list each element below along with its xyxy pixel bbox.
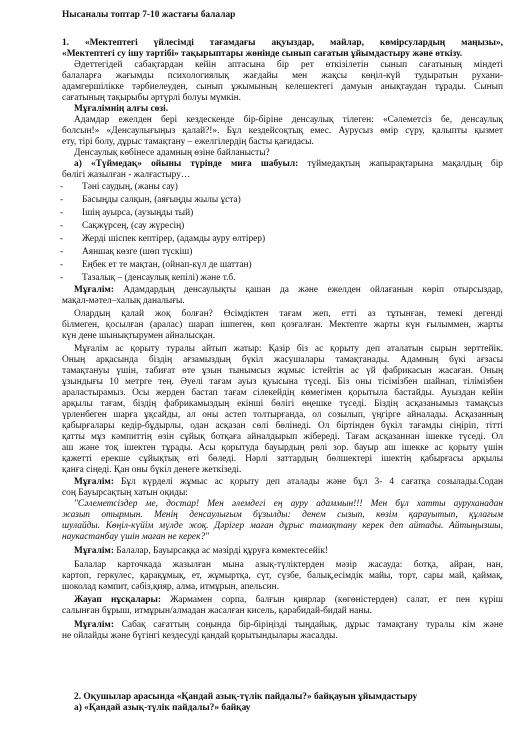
section1-heading-line1: 1. «Мектептегі үйлесімді тағамдағы ақуыздар, майлар, көмірсулардың маңызы», <box>62 38 503 48</box>
answer-label: Жауап нұсқалары: <box>74 595 161 605</box>
document-title: Нысаналы топтар 7-10 жастағы балалар <box>62 10 236 20</box>
intro-line: Әдеттегідей сабақтардан кейін аптасына бір рет өткізілетін сынып сағатының міндеті <box>74 60 503 70</box>
section2-heading: 2. Оқушылар арасында «Қандай азық-түлік пайдалы?» байқауын ұйымдастыру <box>74 692 418 702</box>
paragraph-line: аш және тоқ ішектен тұрады. Асы қорытуда бауырдың рөлі зор. бауыр аш ішекке ас қорыту үшін <box>62 443 503 453</box>
paragraph-line: Мұғалім: Бұл күрделі жұмыс ас қорыту деп аталады және бұл 3- 4 сағатқа созылады.Содан <box>74 477 503 487</box>
paragraph-line: тамақтануы үшін, табиғат өте ұзын тынымсыз жұмыс істейтін ас үй фабрикасын жасаған. Оның <box>62 366 503 376</box>
paragraph-line: Мұғалім: Адамдардың денсаулықты қашан да және ежелден ойлағанын көріп отырсыздар, <box>74 285 503 295</box>
letter-line: наукастанбау үшін маған не керек?" <box>62 532 210 542</box>
paragraph-line: қажетті ерекше сұйықтық өті бөледі. Нәрлі заттардың бөлшектері ішектің қабырғасы арқылы <box>62 454 503 464</box>
paragraph-line: араластырамыз. Осы жерден бастап тағам сілекейдің көмегімен қорытыла бастайды. Ауыздан кейін <box>62 388 503 398</box>
document-page: Нысаналы топтар 7-10 жастағы балалар 1. «Мектептегі үйлесімді тағамдағы ақуыздар, майлар, көмірсулардың маңызы», «Мектептегі су ішу тәртібі» тақырыптары жөнінде сынып сағатын ұйымдастыру және өткізу. Әдеттегідей сабақтардан кейін аптасына бір рет өткізілетін сынып сағатының міндеті балаларға жағымды психологиялық жағдайы мен жақсы көңіл-күй тудыратын рухани- адамгершілікке тәрбиелеуден, сынып ұжымының келешектегі дамуын анықтаудан тұрады. Сынып сағатының тақырыбы әртүрлі болуы мүмкін. Мұғалімнің алғы сөзі. Адамдар ежелден бері кездескенде бір-біріне денсаулық тілеген: «Сәлеметсіз бе, денсаулық болсын!» «Денсаулығыңыз қалай?!». Бұл кездейсоқтық емес. Аурусыз өмір сүру, қалыпты қызмет ету, тірі болу, дұрыс тамақтану – ежелгілердің басты қағидасы. Денсаулық көбінесе адамның өзіне байланысты? а) «Түймедақ» ойыны түрінде миға шабуыл: түймедақтың жапырақтарына мақалдың бір бөлігі жазылған - жалғастыру… - Тәні саудың, (жаны сау) - Басыңды салқын, (аяғыңды жылы ұста) - Ішің ауырса, (аузыңды тый) - Сақжүрсең, (сау жүресің) - Жерді шіспек кептірер, (адамды ауру өлтірер) - Аяншақ көзге (шөп түскіш) - Еңбек ет те мақтан, (ойнап-күл де шаттан) - Тазалық – (денсаулық кепілі) және т.б. Мұғалім: Адамдардың денсаулықты қашан да және ежелден ойлағанын көріп отырсыздар, мақал-мәтел–халық даналығы. Олардың қалай жоқ болған? Өсімдіктен тағам жеп, етті аз тұтынған, темекі дегенді білмеген, қосылған (аралас) шарап ішпеген, көп қозғалған. Мектепте жарты күн ғылыммен, жарты күн дене шынықтырумен айналысқан. Мұғалім ас қорыту туралы айтып жатыр: Қазір біз ас қорыту деп аталатын сырын зерттейік. Оның арқасында біздің ағзамыздың бүкіл жасушалары тамақтанады. Адамның бүкі ағзасы тамақтануы үшін, табиғат өте ұзын тынымсыз жұмыс істейтін ас үй фабрикасын жасаған. Оның ұзындығы 10 метрге тең. Әуелі тағам ауыз қуысына түседі. Біз оны тісімізбен шайнап, тілімізбен араластырамыз. Осы жерден бастап тағам сілекейдің көмегімен қорытыла бастайды. Ауыздан кейін арқылы тағам, біздің фабрикамыздың екінші бөлігі өңешке түседі. Біздің асқазанымыз тамақсыз үрленбеген шарға ұқсайды, ал оны астеп толтырғанда, ол созылып, үңгірге айналады. Асқазанның қабырғалары кедір-бұдырлы, одан асқазан сөлі бөлінеді. Ол біртінден бүкіл тағамды сіңіріп, тітті қатты мұз кәмпиттің өзін сұйық ботқаға айналдырып жібереді. Тағам асқазаннан ішекке түседі. Ол аш және тоқ ішектен тұрады. Асы қорытуда бауырдың рөлі зор. бауыр аш ішекке ас қорыту үшін қажетті ерекше сұйықтық өті бөледі. Нәрлі заттардың бөлшектері ішектің қабырғасы арқылы қанға сіңеді. Қан оны бүкіл денеге жеткізеді. Мұғалім: Бұл күрделі жұмыс ас қорыту деп аталады және бұл 3- 4 сағатқа созылады.Содан соң Бауырсақтың хатын оқиды: "Сәлеметсіздер ме, достар! Мен әлемдегі ең ауру адаммын!!! Мен бұл хатты ауруханадан жазып отырмын. Менің денсаулығым бұзылды: денем сызып, көзім қарауытып, құлағым шулайды. Көңіл-күйім мүлде жоқ. Дәрігер маған дұрыс тамақтану керек деп айтады. Айтыңызшы, наукастанбау үшін маған не керек?" Мұғалім: Балалар, Бауырсаққа ас мәзірді құруға көмектесейік! Балалар карточкада жазылған мына азық-түліктерден мәзір жасауда: ботқа, айран, нан, картоп, геркулес, қарақұмық, ет, жұмыртқа, сүт, сүзбе, балық,есімдік майы, торт, сары май, қаймақ, шоколад кәмпит, сәбіз,қияр, алма, итмұрын, апельсин. Жауап нұсқалары: Жармамен сорпа, балғын қиярлар (көгөністерден) салат, ет пен күріш салынған бұрыш, итмұрын/алмадан жасалған кисель, қарабидай-бидай наны. Мұғалім: Сабақ сағаттың соңында бір-біріңізді тыңдайық, дұрыс тамақтану туралы кім және не ойлайды және бүгінгі кездесуді қандай қорытындылары жасалды. 2. Оқушылар арасында «Қандай азық-түлік пайдалы?» байқауын ұйымдастыру а) «Қандай азық-түлік пайдалы?» байқау <box>60 10 503 713</box>
paragraph-line: Оның арқасында біздің ағзамыздың бүкіл жасушалары тамақтанады. Адамның бүкі ағзасы <box>62 355 503 365</box>
section2-subheading: а) «Қандай азық-түлік пайдалы?» байқау <box>74 703 251 713</box>
paragraph-line: Мұғалім ас қорыту туралы айтып жатыр: Қазір біз ас қорыту деп аталатын сырын зерттейік. <box>74 344 503 354</box>
game-heading: а) «Түймедақ» ойыны түрінде миға шабуыл: <box>74 159 299 169</box>
greeting-line: ету, тірі болу, дұрыс тамақтану – ежелгілердің басты қағидасы. <box>62 137 314 147</box>
paragraph-line: қанға сіңеді. Қан оны бүкіл денеге жеткізеді. <box>62 465 242 475</box>
paragraph-line: қатты мұз кәмпиттің өзін сұйық ботқаға айналдырып жібереді. Тағам асқазаннан ішекке түседі. Ол <box>62 432 503 442</box>
letter-line: шулайды. Көңіл-күйім мүлде жоқ. Дәрігер маған дұрыс тамақтану керек деп айтады. Айтыңызшы, <box>62 521 503 531</box>
paragraph-line: мақал-мәтел–халық даналығы. <box>62 296 185 306</box>
paragraph-line: арқылы тағам, біздің фабрикамыздың екінші бөлігі өңешке түседі. Біздің асқазанымыз тамақсыз <box>62 399 503 409</box>
game-text: түймедақтың жапырақтарына мақалдың бір <box>298 159 503 169</box>
paragraph-line: Мұғалім: Балалар, Бауырсаққа ас мәзірді құруға көмектесейік! <box>74 546 329 556</box>
intro-line: адамгершілікке тәрбиелеуден, сынып ұжымының келешектегі дамуын анықтаудан тұрады. Сынып <box>62 82 503 92</box>
greeting-line: болсын!» «Денсаулығыңыз қалай?!». Бұл кездейсоқтық емес. Аурусыз өмір сүру, қалыпты қызмет <box>62 126 503 136</box>
game-line <box>62 159 503 170</box>
paragraph-line: Балалар карточкада жазылған мына азық-түліктерден мәзір жасауда: ботқа, айран, нан, <box>74 560 503 570</box>
answer-line: Жауап нұсқалары: Жармамен сорпа, балғын қиярлар (көгөністерден) салат, ет пен күріш <box>74 595 503 605</box>
paragraph-line: картоп, геркулес, қарақұмық, ет, жұмыртқа, сүт, сүзбе, балық,есімдік майы, торт, сары май, қаймақ, <box>62 571 503 581</box>
paragraph-line: қабырғалары кедір-бұдырлы, одан асқазан сөлі бөлінеді. Ол біртінден бүкіл тағамды сіңіріп, тітті <box>62 421 503 431</box>
intro-line: сағатының тақырыбы әртүрлі болуы мүмкін. <box>62 93 242 103</box>
paragraph-line: соң Бауырсақтың хатын оқиды: <box>62 488 188 498</box>
game-text-line2: бөлігі жазылған - жалғастыру… <box>62 170 191 180</box>
section1-heading-line2: «Мектептегі су ішу тәртібі» тақырыптары жөнінде сынып сағатын ұйымдастыру және өткізу. <box>62 49 463 59</box>
paragraph-line: ұзындығы 10 метрге тең. Әуелі тағам ауыз қуысына түседі. Біз оны тісімізбен шайнап, тілімізбен <box>62 377 503 387</box>
letter-line: "Сәлеметсіздер ме, достар! Мен әлемдегі ең ауру адаммын!!! Мен бұл хатты ауруханадан <box>74 499 503 509</box>
teacher-heading: Мұғалімнің алғы сөзі. <box>74 104 169 114</box>
intro-line: балаларға жағымды психологиялық жағдайы мен жақсы көңіл-күй тудыратын рухани- <box>62 71 503 81</box>
paragraph-line: күн дене шынықтырумен айналысқан. <box>62 331 216 341</box>
greeting-line: Адамдар ежелден бері кездескенде бір-біріне денсаулық тілеген: «Сәлеметсіз бе, денсаулық <box>74 115 503 125</box>
paragraph-line: үрленбеген шарға ұқсайды, ал оны астеп толтырғанда, ол созылып, үңгірге айналады. Асқазанның <box>62 410 503 420</box>
greeting-line: Денсаулық көбінесе адамның өзіне байланысты? <box>74 148 270 158</box>
paragraph-line: шоколад кәмпит, сәбіз,қияр, алма, итмұрын, апельсин. <box>62 582 280 592</box>
paragraph-line: білмеген, қосылған (аралас) шарап ішпеген, көп қозғалған. Мектепте жарты күн ғылыммен, жарты <box>62 320 503 330</box>
paragraph-line: не ойлайды және бүгінгі кездесуді қандай қорытындылары жасалды. <box>62 631 338 641</box>
paragraph-line: Мұғалім: Сабақ сағаттың соңында бір-біріңізді тыңдайық, дұрыс тамақтану туралы кім және <box>74 620 503 630</box>
answer-line: салынған бұрыш, итмұрын/алмадан жасалған кисель, қарабидай-бидай наны. <box>62 606 373 616</box>
paragraph-line: Олардың қалай жоқ болған? Өсімдіктен тағам жеп, етті аз тұтынған, темекі дегенді <box>74 309 503 319</box>
letter-line: жазып отырмын. Менің денсаулығым бұзылды: денем сызып, көзім қарауытып, құлағым <box>62 510 503 520</box>
